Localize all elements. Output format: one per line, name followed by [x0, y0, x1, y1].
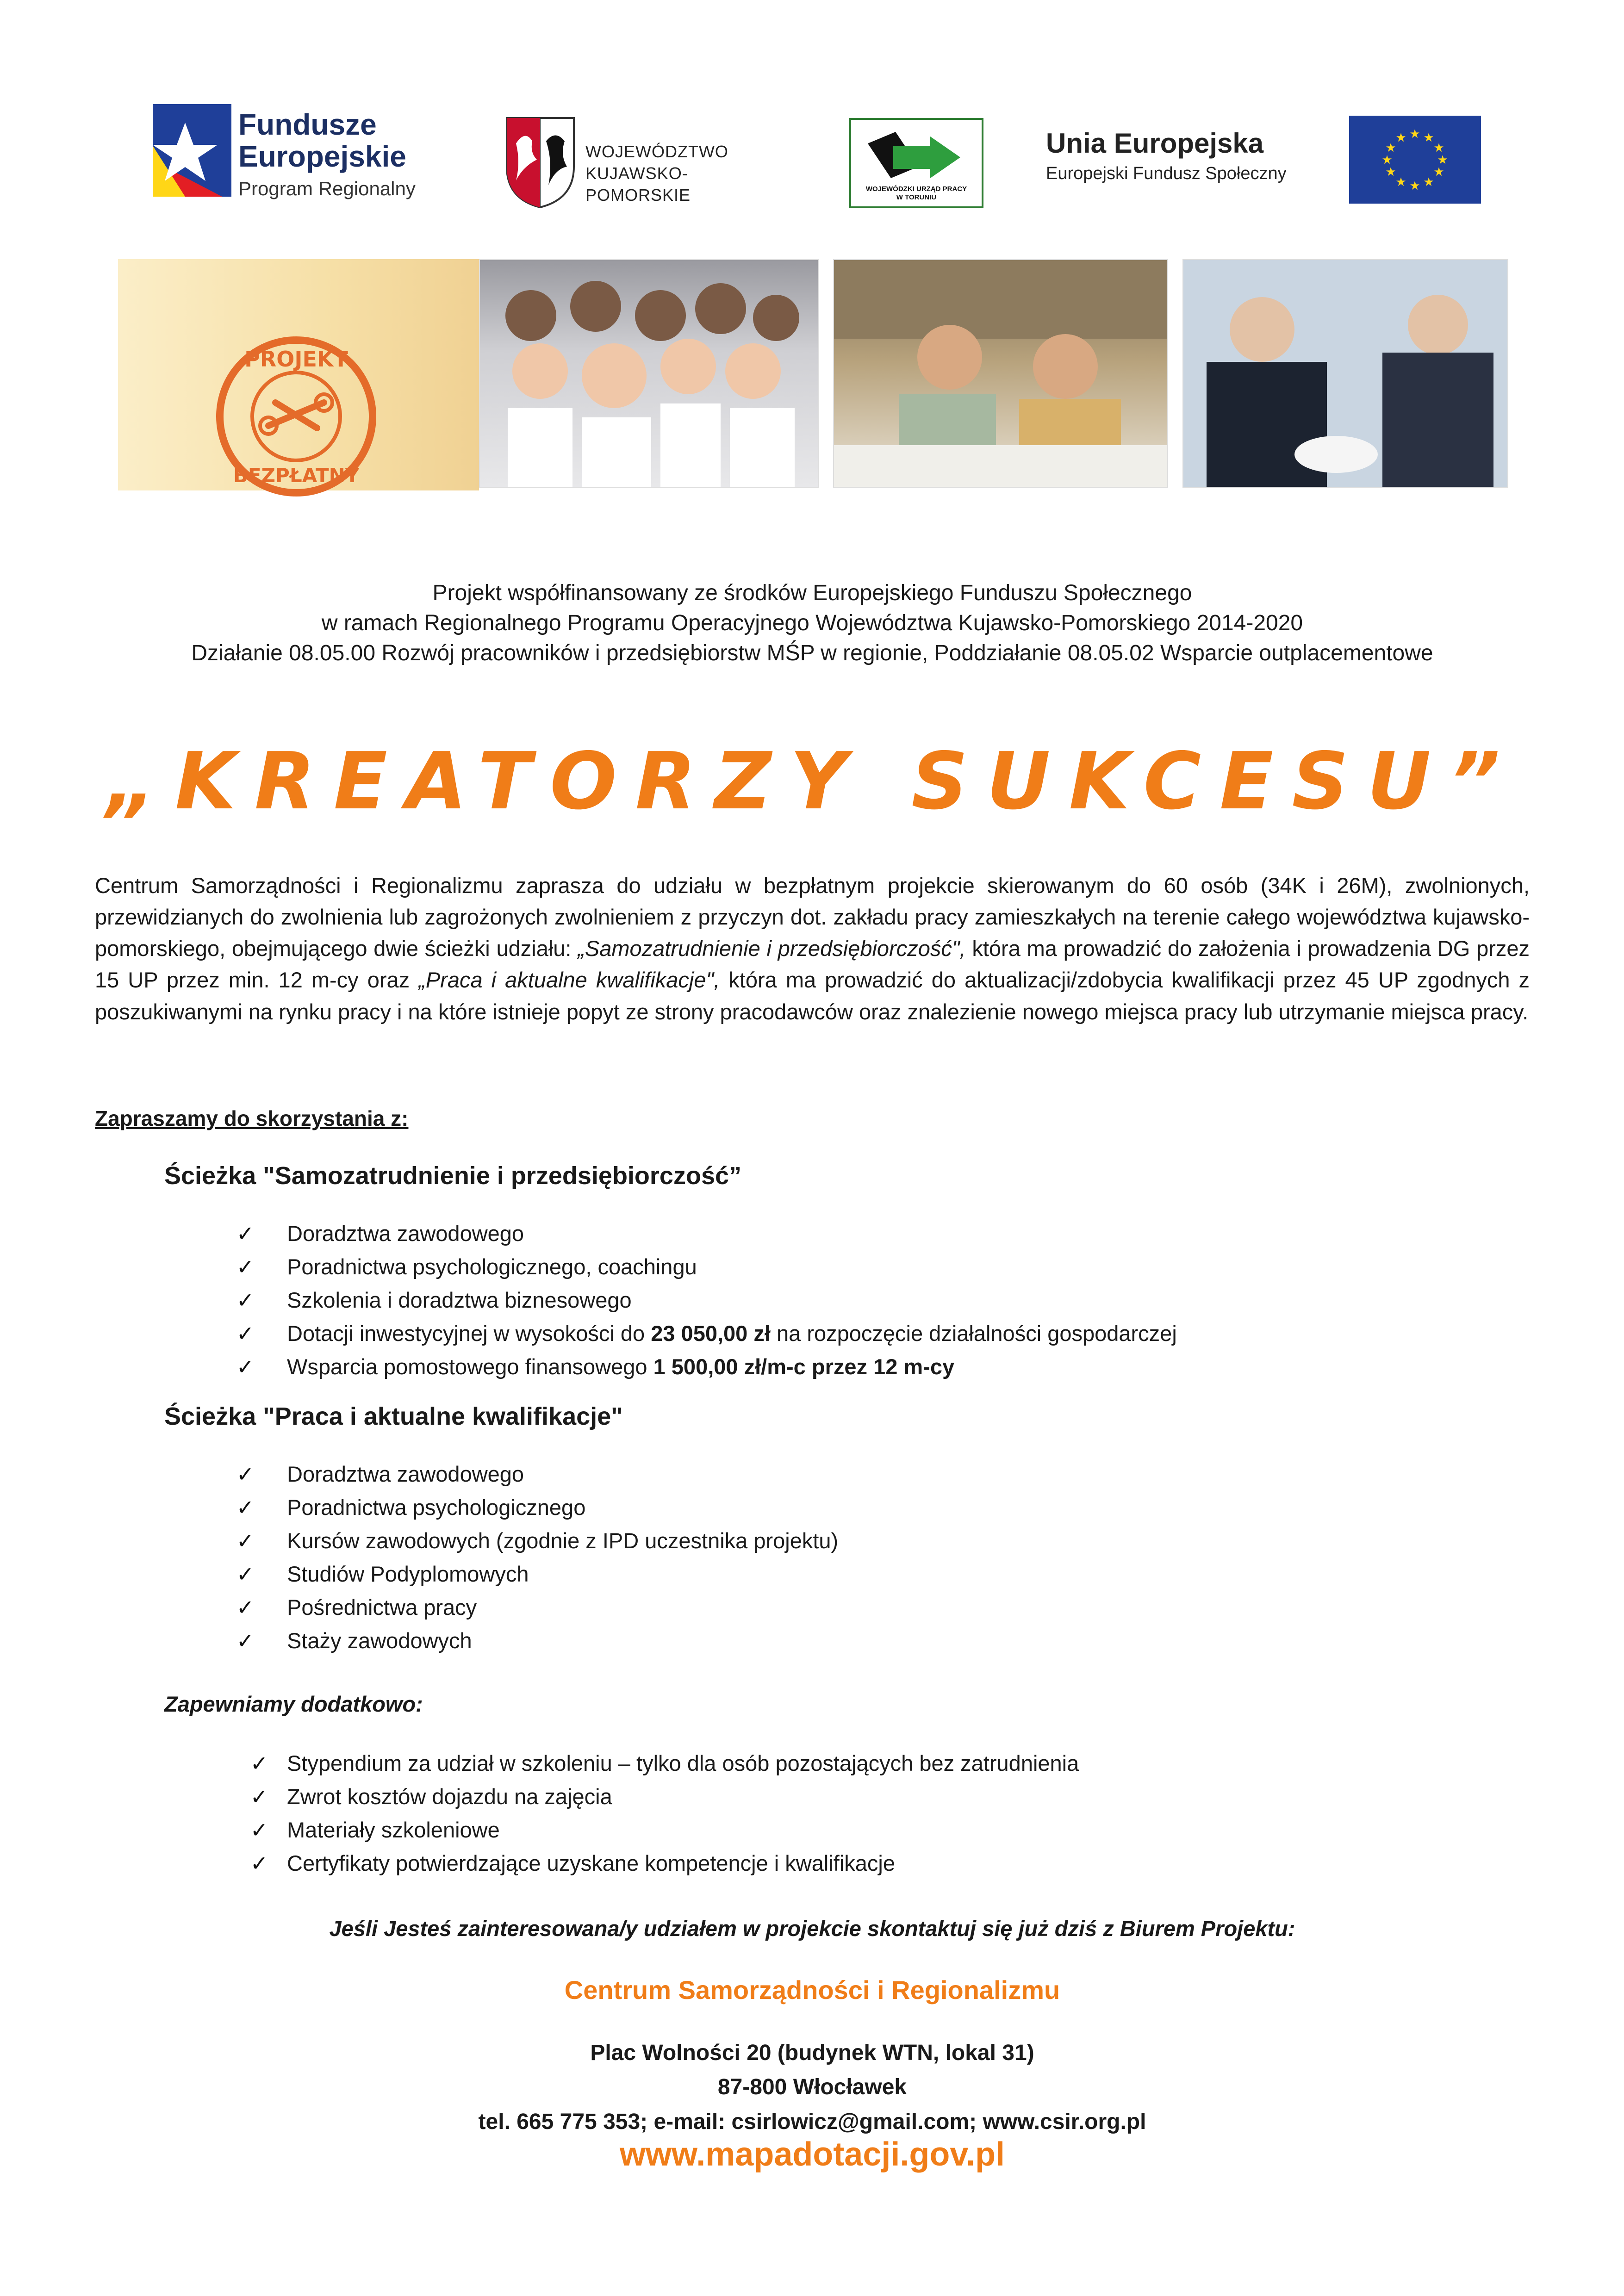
check-icon: ✓: [236, 1462, 255, 1486]
grant-amount: 23 050,00 zł: [651, 1321, 771, 1346]
address-street: Plac Wolności 20 (budynek WTN, lokal 31): [590, 2041, 1034, 2065]
extra-heading: Zapewniamy dodatkowo:: [164, 1692, 423, 1716]
list-item: ✓ Studiów Podyplomowych: [231, 1558, 838, 1591]
list-item: ✓ Szkolenia i doradztwa biznesowego: [231, 1284, 1177, 1317]
wup-line1: WOJEWÓDZKI URZĄD PRACY: [865, 185, 967, 193]
list-item: ✓ Staży zawodowych: [231, 1624, 838, 1657]
path2-title: Ścieżka "Praca i aktualne kwalifikacje": [164, 1402, 623, 1430]
cofund-line2: w ramach Regionalnego Programu Operacyjnego Województwa Kujawsko-Pomorskiego 2014-2020: [321, 610, 1303, 635]
intro-path2-name: „Praca i aktualne kwalifikacje",: [418, 968, 720, 993]
contact-phone-email[interactable]: tel. 665 775 353; e-mail: csirlowicz@gmail.com; www.csir.org.pl: [478, 2109, 1146, 2134]
check-icon: ✓: [236, 1222, 255, 1246]
list-item: ✓ Certyfikaty potwierdzające uzyskane kompetencje i kwalifikacje: [245, 1847, 1079, 1880]
svg-text:★: ★: [1423, 131, 1434, 145]
eu-flag-icon: [1349, 116, 1481, 204]
check-icon: ✓: [236, 1595, 255, 1620]
svg-text:★: ★: [1409, 179, 1420, 193]
website-link[interactable]: www.mapadotacji.gov.pl: [619, 2136, 1005, 2173]
svg-text:★: ★: [1433, 165, 1444, 179]
bridge-support-amount: 1 500,00 zł/m-c przez 12 m-cy: [653, 1354, 955, 1379]
svg-text:★: ★: [1433, 141, 1444, 155]
check-icon: ✓: [236, 1562, 255, 1586]
list-item: ✓ Materiały szkoleniowe: [245, 1813, 1079, 1847]
path1-list: [231, 1217, 1177, 1384]
list-item: ✓ Pośrednictwa pracy: [231, 1591, 838, 1624]
svg-text:★: ★: [1409, 127, 1420, 141]
fe-line3: Program Regionalny: [238, 178, 416, 200]
fe-line2: Europejskie: [238, 140, 406, 174]
photo-students: [833, 259, 1168, 488]
check-icon: ✓: [236, 1496, 255, 1520]
list-item: ✓ Dotacji inwestycyjnej w wysokości do 23 050,00 zł na rozpoczęcie działalności gospodarczej: [231, 1317, 1177, 1350]
svg-text:★: ★: [1395, 175, 1406, 189]
cofund-line1: Projekt współfinansowany ze środków Europejskiego Funduszu Społecznego: [432, 581, 1192, 605]
extra-list: [245, 1747, 1079, 1880]
photo-group-people: [479, 259, 819, 488]
check-icon: ✓: [250, 1751, 268, 1775]
ue-line2: Europejski Fundusz Społeczny: [1046, 164, 1287, 183]
intro-part3: która ma prowadzić do aktualizacji/zdobycia kwalifikacji przez 45 UP zgodnych z poszukiwanymi na rynku pracy i na które istnieje popyt ze strony pracodawców oraz znalezienie nowego miejsca pracy lub utrzymanie miejsca pracy.: [95, 968, 1530, 1024]
check-icon: ✓: [250, 1818, 268, 1842]
svg-text:★: ★: [1423, 175, 1434, 189]
check-icon: ✓: [236, 1322, 255, 1346]
stamp-line1: PROJEKT: [244, 347, 348, 372]
path2-list: [231, 1458, 838, 1657]
svg-text:★: ★: [1437, 153, 1448, 167]
woj-line2: KUJAWSKO-POMORSKIE: [585, 163, 691, 205]
svg-text:★: ★: [1385, 141, 1396, 155]
contact-question: Jeśli Jesteś zainteresowana/y udziałem w projekcie skontaktuj się już dziś z Biurem Projektu:: [329, 1916, 1295, 1941]
list-item: ✓ Doradztwa zawodowego: [231, 1458, 838, 1491]
list-item: ✓ Poradnictwa psychologicznego: [231, 1491, 838, 1524]
check-icon: ✓: [236, 1288, 255, 1312]
svg-text:★: ★: [1395, 131, 1406, 145]
contact-address: [93, 2036, 1532, 2139]
projekt-bezplatny-stamp: [213, 333, 380, 500]
list-item: ✓ Zwrot kosztów dojazdu na zajęcia: [245, 1780, 1079, 1813]
invite-heading: Zapraszamy do skorzystania z:: [95, 1106, 409, 1130]
list-item: ✓ Wsparcia pomostowego finansowego 1 500,00 zł/m-c przez 12 m-cy: [231, 1350, 1177, 1384]
wup-line2: W TORUNIU: [896, 193, 937, 201]
check-icon: ✓: [236, 1529, 255, 1553]
check-icon: ✓: [250, 1851, 268, 1875]
stamp-line2: BEZPŁATNY: [233, 464, 360, 487]
address-city: 87-800 Włocławek: [717, 2075, 907, 2100]
list-item: ✓ Stypendium za udział w szkoleniu – tylko dla osób pozostających bez zatrudnienia: [245, 1747, 1079, 1780]
logo-wojewodztwo: [504, 116, 791, 208]
logo-fundusze-europejskie: [148, 95, 481, 213]
intro-paragraph: [95, 870, 1530, 1028]
check-icon: ✓: [236, 1629, 255, 1653]
ue-line1: Unia Europejska: [1046, 128, 1264, 159]
cofunding-statement: [93, 578, 1532, 668]
project-title: „KREATORZY SUKCESU”: [106, 736, 1519, 827]
intro-path1-name: „Samozatrudnienie i przedsiębiorczość",: [578, 936, 966, 961]
path1-title: Ścieżka "Samozatrudnienie i przedsiębiorczość”: [164, 1162, 742, 1190]
photo-business-meeting: [1182, 259, 1508, 488]
check-icon: ✓: [236, 1255, 255, 1279]
fe-star-icon: [153, 104, 231, 197]
logo-unia-europejska: [1046, 123, 1324, 192]
logo-wup-torun: [849, 118, 983, 208]
fe-line1: Fundusze: [238, 108, 377, 141]
check-icon: ✓: [236, 1355, 255, 1379]
organization-name: Centrum Samorządności i Regionalizmu: [564, 1975, 1060, 2004]
svg-text:★: ★: [1385, 165, 1396, 179]
coat-of-arms-icon: [504, 116, 576, 208]
svg-text:★: ★: [1381, 153, 1393, 167]
list-item: ✓ Doradztwa zawodowego: [231, 1217, 1177, 1250]
woj-line1: WOJEWÓDZTWO: [585, 142, 728, 161]
list-item: ✓ Poradnictwa psychologicznego, coachingu: [231, 1250, 1177, 1284]
intro-part1: Centrum Samorządności i Regionalizmu zaprasza do udziału w bezpłatnym projekcie skierowanym do 60 osób (34K i 26M), zwolnionych, przewidzianych do zwolnienia lub zagrożonych zwolnieniem z przyczyn dot. zakładu pracy zamieszkałych na terenie całego województwa kujawsko-pomorskiego, obejmującego dwie ścieżki udziału:: [95, 873, 1530, 961]
check-icon: ✓: [250, 1785, 268, 1809]
cofund-line3: Działanie 08.05.00 Rozwój pracowników i przedsiębiorstw MŚP w regionie, Poddziałanie 08.05.02 Wsparcie outplacementowe: [191, 640, 1433, 665]
intro-part2: która ma prowadzić do założenia i prowadzenia DG przez 15 UP przez min. 12 m-cy oraz: [95, 936, 1530, 993]
list-item: ✓ Kursów zawodowych (zgodnie z IPD uczestnika projektu): [231, 1524, 838, 1558]
